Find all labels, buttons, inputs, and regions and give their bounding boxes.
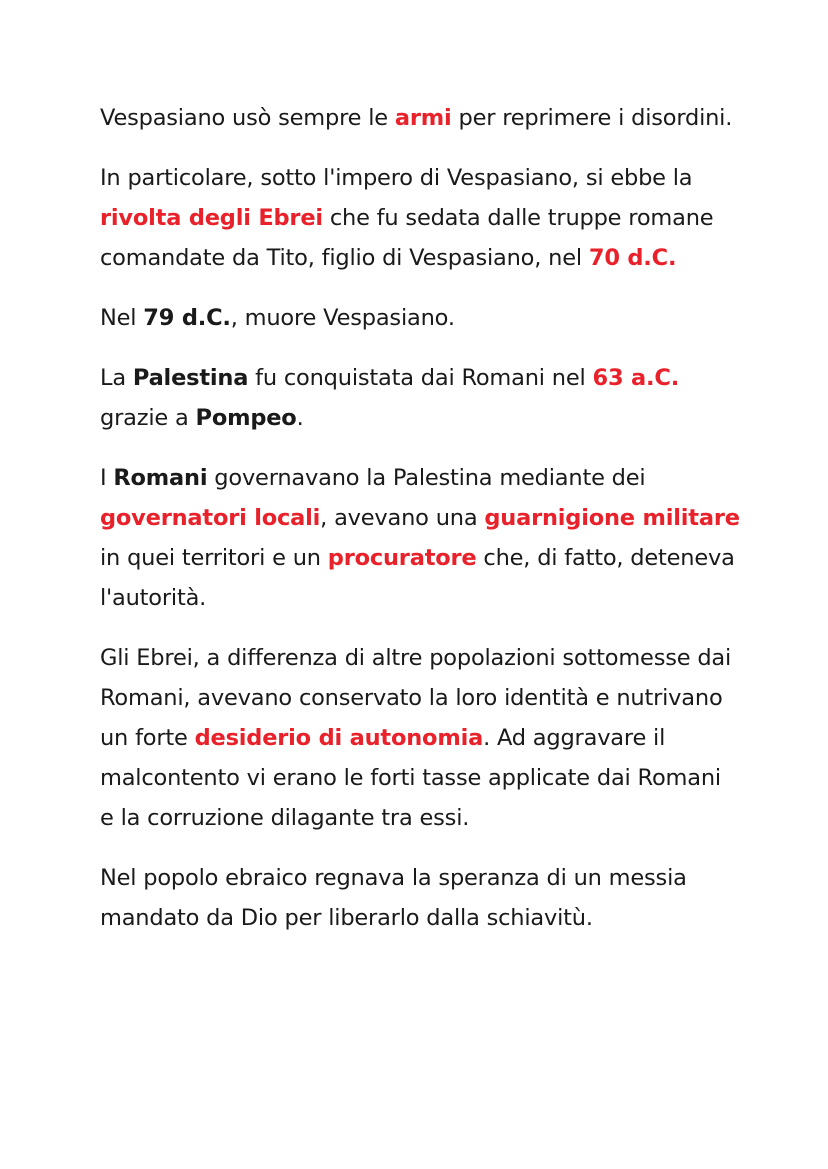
text-segment: Nel (100, 305, 144, 331)
text-segment: . Ad aggravare il malcontento vi erano le forti tasse applicate dai Romani e la corruzione dilagante tra essi. (100, 725, 721, 831)
text-segment: governavano la Palestina mediante dei (207, 465, 646, 491)
highlight-70-dc: 70 d.C. (588, 245, 677, 271)
paragraph-morte-vespasiano (100, 298, 740, 338)
text-segment: che, di fatto, deteneva l'autorità. (100, 545, 735, 611)
text-segment: I (100, 465, 114, 491)
bold-pompeo: Pompeo (195, 405, 297, 431)
bold-romani: Romani (113, 465, 208, 491)
paragraph-identita-ebrei (100, 638, 740, 838)
text-segment: grazie a (100, 405, 196, 431)
text-segment: La (100, 365, 133, 391)
text-segment: , muore Vespasiano. (230, 305, 455, 331)
text-segment: . (296, 405, 304, 431)
highlight-governatori-locali: governatori locali (100, 505, 321, 531)
bold-palestina: Palestina (132, 365, 249, 391)
paragraph-messia (100, 858, 740, 938)
text-segment: In particolare, sotto l'impero di Vespasiano, si ebbe la (100, 165, 693, 191)
paragraph-palestina-conquista (100, 358, 740, 438)
paragraph-rivolta-ebrei (100, 158, 740, 278)
highlight-desiderio-di-autonomia: desiderio di autonomia (194, 725, 484, 751)
highlight-rivolta-degli-ebrei: rivolta degli Ebrei (100, 205, 323, 231)
text-segment: Gli Ebrei, a differenza di altre popolazioni sottomesse dai Romani, avevano conservato la loro identità e nutrivano un forte (100, 645, 732, 751)
text-segment: , avevano una (320, 505, 485, 531)
text-segment: per reprimere i disordini. (451, 105, 733, 131)
text-segment: Vespasiano usò sempre le (100, 105, 395, 131)
highlight-procuratore: procuratore (327, 545, 477, 571)
bold-79-dc: 79 d.C. (143, 305, 231, 331)
text-segment: fu conquistata dai Romani nel (248, 365, 593, 391)
highlight-armi: armi (394, 105, 452, 131)
paragraph-vespasiano-armi (100, 98, 740, 138)
paragraph-governo-romano (100, 458, 740, 618)
highlight-63-ac: 63 a.C. (592, 365, 680, 391)
text-segment: che fu sedata dalle truppe romane comandate da Tito, figlio di Vespasiano, nel (100, 205, 714, 271)
document-page (100, 98, 740, 958)
highlight-guarnigione-militare: guarnigione militare (484, 505, 740, 531)
text-segment: Nel popolo ebraico regnava la speranza di un messia mandato da Dio per liberarlo dalla schiavitù. (100, 865, 687, 931)
text-segment: in quei territori e un (100, 545, 328, 571)
